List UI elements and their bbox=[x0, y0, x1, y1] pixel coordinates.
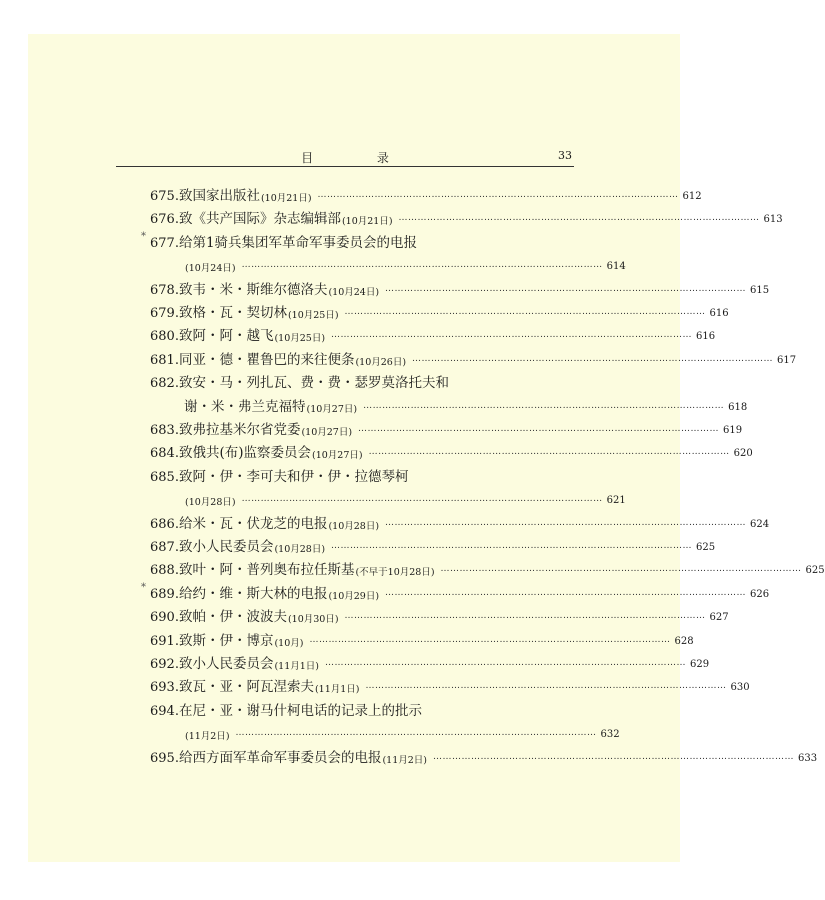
entry-number: 689. bbox=[150, 586, 179, 602]
toc-entry[interactable] bbox=[150, 326, 716, 345]
leader-dots: …………………………………………………………………………………………………… bbox=[331, 330, 693, 341]
toc-entry[interactable] bbox=[150, 631, 694, 649]
entry-date: (10月27日) bbox=[301, 427, 353, 438]
leader-dots: …………………………………………………………………………………………………… bbox=[309, 634, 671, 645]
toc-entry-continuation[interactable] bbox=[184, 256, 626, 275]
toc-entry-continuation[interactable] bbox=[184, 397, 748, 415]
toc-entry[interactable] bbox=[150, 560, 825, 579]
toc-entry-continuation[interactable] bbox=[184, 490, 626, 509]
entry-date: (11月2日) bbox=[185, 731, 230, 743]
entry-date: (10月28日) bbox=[274, 544, 326, 555]
toc-entry[interactable] bbox=[150, 654, 710, 672]
entry-date: (10月25日) bbox=[274, 333, 326, 345]
toc-entry[interactable] bbox=[150, 443, 753, 462]
entry-date: (10月28日) bbox=[328, 520, 380, 532]
entry-number: 685. bbox=[150, 469, 179, 485]
entry-number: 679. bbox=[150, 306, 179, 321]
entry-title: 致叶・阿・普列奥布拉任斯基 bbox=[178, 562, 355, 579]
entry-title: 致斯・伊・博京 bbox=[178, 632, 274, 649]
toc-entry[interactable] bbox=[150, 209, 783, 228]
entry-date: (10月) bbox=[274, 637, 304, 649]
entry-title: 给约・维・斯大林的电报 bbox=[178, 585, 328, 602]
entry-date: (10月26日) bbox=[355, 356, 407, 368]
entry-title: 致韦・米・斯维尔德洛夫 bbox=[178, 281, 328, 298]
entry-title: 致格・瓦・契切林 bbox=[178, 305, 287, 321]
entry-title: 致俄共(布)监察委员会 bbox=[178, 445, 311, 462]
entry-page-number: 615 bbox=[750, 284, 770, 296]
toc-entry[interactable] bbox=[150, 467, 576, 485]
leader-dots: …………………………………………………………………………………………………… bbox=[385, 587, 747, 598]
entry-date: (10月30日) bbox=[287, 614, 339, 626]
entry-page-number: 627 bbox=[709, 612, 729, 624]
entry-date: (10月28日) bbox=[185, 497, 236, 509]
page-header bbox=[116, 116, 574, 167]
entry-title: 致小人民委员会 bbox=[178, 656, 274, 672]
entry-number: 677. bbox=[150, 235, 179, 251]
entry-title: 致《共产国际》杂志编辑部 bbox=[178, 211, 341, 228]
toc-entry[interactable] bbox=[150, 186, 702, 204]
entry-date: (10月25日) bbox=[287, 310, 339, 321]
entry-title: 致阿・伊・李可夫和伊・伊・拉德琴柯 bbox=[178, 468, 409, 485]
entry-number: 693. bbox=[150, 680, 179, 696]
entry-date: (10月24日) bbox=[328, 286, 380, 298]
entry-number: 680. bbox=[150, 329, 179, 345]
entry-number: 675. bbox=[150, 189, 179, 204]
entry-number: 687. bbox=[150, 540, 179, 555]
leader-dots: …………………………………………………………………………………………………… bbox=[241, 494, 603, 505]
entry-number: 686. bbox=[150, 516, 179, 532]
entry-title: 在尼・亚・谢马什柯电话的记录上的批示 bbox=[178, 702, 422, 719]
entry-title-continued: 谢・米・弗兰克福特 bbox=[184, 398, 306, 415]
leader-dots: …………………………………………………………………………………………………… bbox=[398, 213, 760, 224]
entry-page-number: 618 bbox=[728, 401, 748, 413]
page-title: 目 录 bbox=[301, 151, 419, 165]
entry-title: 给米・瓦・伏龙芝的电报 bbox=[178, 515, 328, 532]
entry-number: 683. bbox=[150, 423, 179, 438]
leader-dots: …………………………………………………………………………………………………… bbox=[385, 283, 747, 294]
toc-entry[interactable] bbox=[150, 748, 818, 766]
entry-number: 694. bbox=[150, 703, 179, 719]
leader-dots: …………………………………………………………………………………………………… bbox=[358, 424, 720, 434]
entry-title: 致小人民委员会 bbox=[178, 539, 274, 555]
entry-page-number: 612 bbox=[682, 191, 702, 202]
entry-page-number: 626 bbox=[750, 588, 770, 600]
leader-dots: …………………………………………………………………………………………………… bbox=[363, 400, 725, 411]
toc-entry-continuation[interactable] bbox=[184, 724, 620, 743]
entry-page-number: 629 bbox=[690, 659, 710, 670]
entry-date: (11月1日) bbox=[314, 684, 360, 696]
toc-entry[interactable] bbox=[150, 514, 770, 532]
leader-dots: …………………………………………………………………………………………………… bbox=[368, 447, 730, 458]
leader-dots: …………………………………………………………………………………………………… bbox=[235, 728, 597, 739]
toc-entry[interactable] bbox=[150, 303, 729, 321]
entry-number: 688. bbox=[150, 563, 179, 579]
entry-date: (11月2日) bbox=[382, 754, 427, 766]
entry-page-number: 617 bbox=[777, 354, 797, 366]
entry-number: 676. bbox=[150, 212, 179, 228]
entry-title: 同亚・德・瞿鲁巴的来往便条 bbox=[178, 351, 355, 368]
entry-page-number: 621 bbox=[606, 495, 626, 507]
entry-page-number: 614 bbox=[606, 261, 626, 273]
entry-title: 致国家出版社 bbox=[178, 188, 260, 204]
entry-number: 684. bbox=[150, 446, 179, 462]
entry-date: (10月27日) bbox=[306, 403, 358, 415]
toc-entry[interactable] bbox=[150, 350, 797, 368]
entry-date: (10月27日) bbox=[312, 450, 363, 462]
entry-title: 给西方面军革命军事委员会的电报 bbox=[178, 749, 382, 766]
leader-dots: …………………………………………………………………………………………………… bbox=[325, 658, 686, 668]
entry-number: 692. bbox=[150, 657, 179, 672]
entry-number: 690. bbox=[150, 610, 179, 626]
leader-dots: …………………………………………………………………………………………………… bbox=[433, 751, 794, 762]
entry-date: (10月21日) bbox=[260, 193, 312, 204]
entry-page-number: 620 bbox=[733, 448, 753, 460]
entry-date: (10月21日) bbox=[341, 216, 393, 228]
toc-entry[interactable] bbox=[150, 233, 576, 251]
entry-title: 致弗拉基米尔省党委 bbox=[178, 422, 301, 438]
entry-title: 给第1骑兵集团军革命军事委员会的电报 bbox=[178, 234, 418, 251]
entry-number: 691. bbox=[150, 633, 179, 649]
entry-page-number: 616 bbox=[696, 331, 716, 343]
entry-date: (10月24日) bbox=[185, 263, 236, 275]
entry-page-number: 613 bbox=[763, 214, 783, 226]
entry-page-number: 619 bbox=[723, 425, 743, 436]
toc-entry[interactable] bbox=[150, 701, 576, 719]
toc-entry[interactable] bbox=[150, 420, 743, 438]
entry-page-number: 625 bbox=[696, 542, 716, 553]
leader-dots: …………………………………………………………………………………………………… bbox=[331, 541, 693, 551]
toc-entry[interactable] bbox=[150, 607, 729, 626]
leader-dots: …………………………………………………………………………………………………… bbox=[241, 260, 603, 271]
entry-number: 678. bbox=[150, 282, 179, 298]
entry-page-number: 616 bbox=[709, 308, 729, 319]
leader-dots: …………………………………………………………………………………………………… bbox=[344, 307, 706, 317]
asterisk-mark: * bbox=[141, 581, 146, 593]
entry-title: 致阿・阿・越飞 bbox=[178, 328, 274, 345]
leader-dots: …………………………………………………………………………………………………… bbox=[440, 564, 802, 575]
entry-number: 695. bbox=[150, 750, 179, 766]
entry-date: (10月29日) bbox=[328, 590, 380, 602]
asterisk-mark: * bbox=[141, 230, 146, 242]
toc-entry[interactable] bbox=[150, 373, 576, 391]
toc-entry[interactable] bbox=[150, 677, 750, 696]
entry-page-number: 633 bbox=[798, 752, 818, 764]
leader-dots: …………………………………………………………………………………………………… bbox=[317, 190, 679, 200]
entry-page-number: 632 bbox=[600, 729, 620, 741]
leader-dots: …………………………………………………………………………………………………… bbox=[412, 353, 774, 364]
toc-entry[interactable] bbox=[150, 584, 770, 602]
entry-number: 681. bbox=[150, 352, 179, 368]
page-number: 33 bbox=[558, 149, 572, 162]
leader-dots: …………………………………………………………………………………………………… bbox=[365, 681, 727, 692]
entry-date: (不早于10月28日) bbox=[355, 567, 435, 579]
entry-title: 致瓦・亚・阿瓦涅索夫 bbox=[178, 679, 314, 696]
entry-page-number: 625 bbox=[805, 565, 825, 577]
entry-date: (11月1日) bbox=[274, 661, 319, 672]
leader-dots: …………………………………………………………………………………………………… bbox=[385, 517, 747, 528]
entry-number: 682. bbox=[150, 376, 179, 392]
leader-dots: …………………………………………………………………………………………………… bbox=[344, 611, 706, 622]
toc-entry[interactable] bbox=[150, 537, 716, 555]
entry-title: 致安・马・列扎瓦、费・费・瑟罗莫洛托夫和 bbox=[178, 375, 449, 392]
entry-page-number: 630 bbox=[730, 682, 750, 694]
entry-title: 致帕・伊・波波夫 bbox=[178, 609, 287, 626]
toc-entry[interactable] bbox=[150, 280, 770, 298]
entry-page-number: 624 bbox=[750, 518, 770, 530]
entry-page-number: 628 bbox=[674, 635, 694, 647]
